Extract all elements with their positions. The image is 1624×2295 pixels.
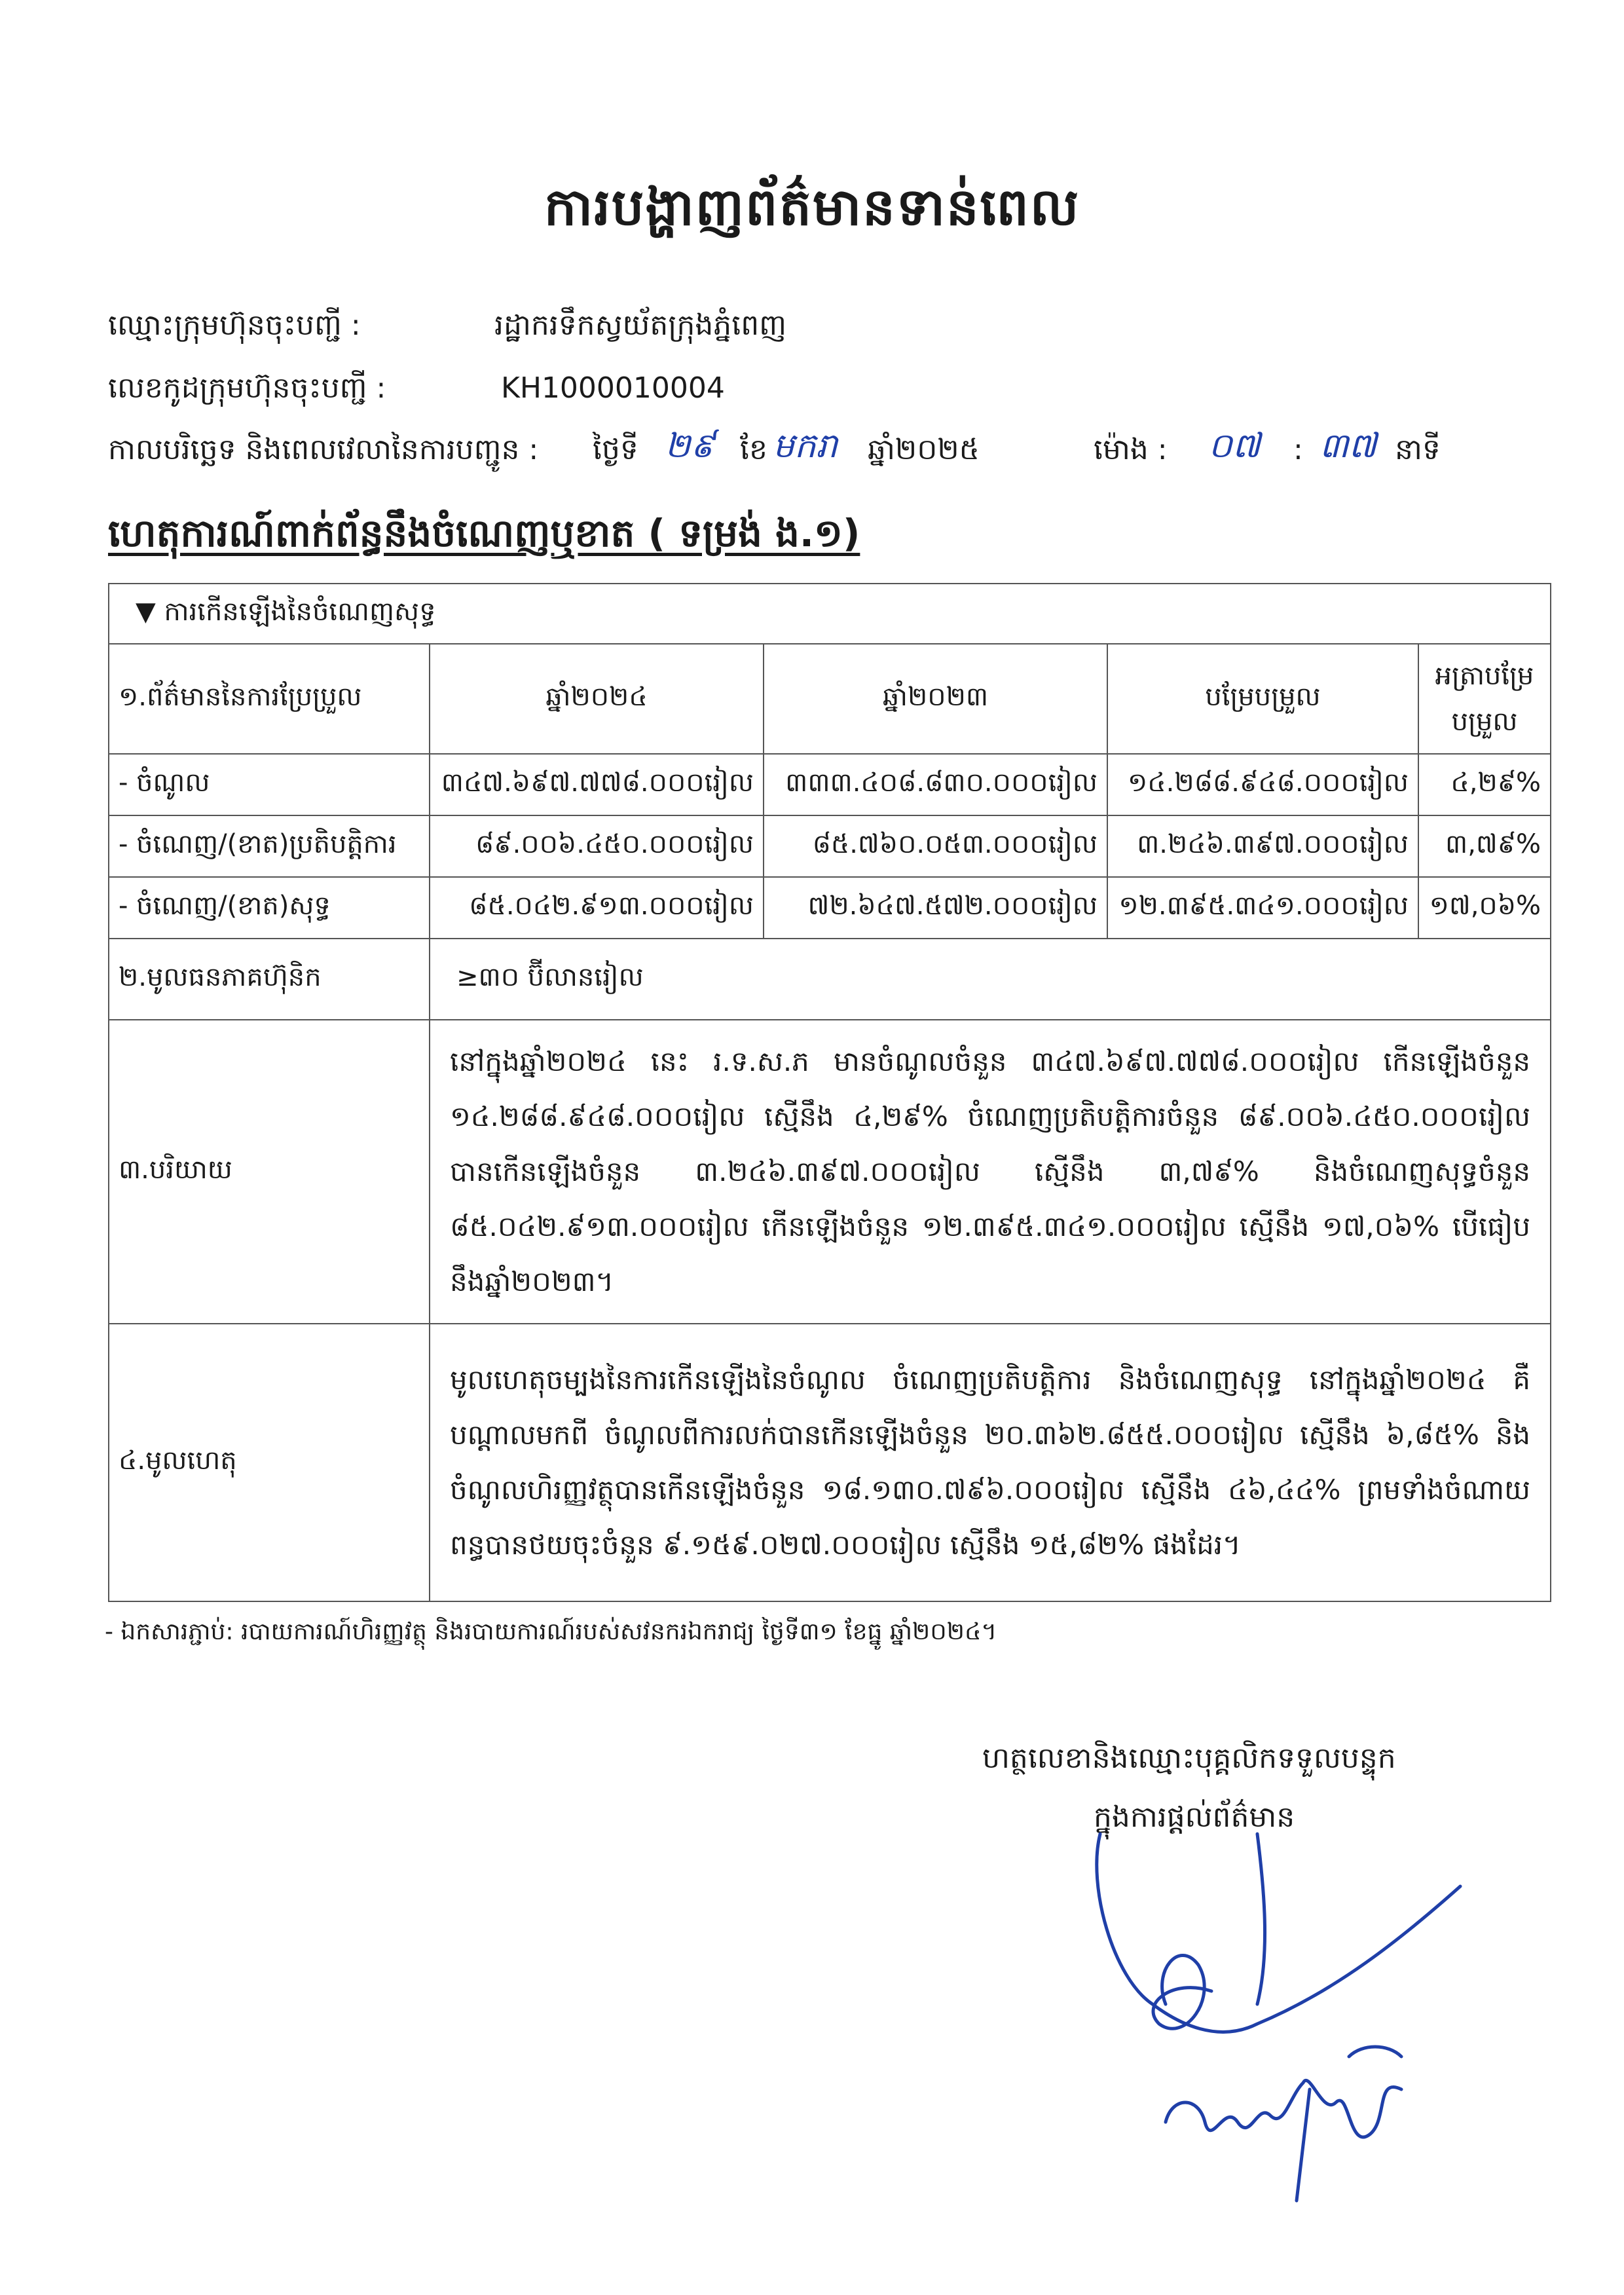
- company-name-value: រដ្ឋាករទឹកស្វយ័តក្រុងភ្នំពេញ: [494, 308, 787, 342]
- value-change: ១៤.២៨៨.៩៤៨.០០០រៀល: [1107, 754, 1418, 815]
- value-2023: ៣៣៣.៤០៨.៨៣០.០០០រៀល: [764, 754, 1107, 815]
- section-heading: ហេតុការណ៍ពាក់ព័ន្ធនឹងចំណេញឬខាត ( ទម្រង់ ង.១): [108, 511, 860, 555]
- table-row: [109, 815, 1551, 877]
- explanation-text: នៅក្នុងឆ្នាំ២០២៤ នេះ រ.ទ.ស.ភ មានចំណូលចំនួន ៣៤៧.៦៩៧.៧៧៨.០០០រៀល កើនឡើងចំនួន ១៤.២៨៨.៩៤៨.០០០រៀល ស្មើនឹង ៤,២៩% ចំណេញប្រតិបត្តិការចំនួន ៨៩.០០៦.៤៥០.០០០រៀល បានកើនឡើងចំនួន ៣.២៤៦.៣៩៧.០០០រៀល ស្មើនឹង ៣,៧៩% និងចំណេញសុទ្ធចំនួន ៨៥.០៤២.៩១៣.០០០រៀល កើនឡើងចំនួន ១២.៣៩៥.៣៤១.០០០រៀល ស្មើនឹង ១៧,០៦% បើធៀបនឹងឆ្នាំ២០២៣។: [430, 1020, 1551, 1324]
- day-prefix: ថ្ងៃទី: [593, 433, 638, 466]
- header-change: បម្រែបម្រួល: [1107, 644, 1418, 754]
- minute-value: ៣៧: [1320, 426, 1377, 466]
- company-code-label: លេខកូដក្រុមហ៊ុនចុះបញ្ជី :: [108, 371, 386, 405]
- minute-suffix: នាទី: [1395, 433, 1441, 466]
- row-label: - ចំណូល: [109, 754, 430, 815]
- row-label: - ចំណេញ/(ខាត)សុទ្ធ: [109, 877, 430, 939]
- header-info: ១.ព័ត៌មាននៃការប្រែប្រួល: [109, 644, 430, 754]
- explanation-label: ៣.បរិយាយ: [109, 1020, 430, 1324]
- profit-loss-table: [108, 583, 1551, 1602]
- reason-row: [109, 1324, 1551, 1601]
- group-header-row: [109, 584, 1551, 644]
- value-change: ១២.៣៩៥.៣៤១.០០០រៀល: [1107, 877, 1418, 939]
- header-2024: ឆ្នាំ២០២៤: [430, 644, 764, 754]
- row-label: - ចំណេញ/(ខាត)ប្រតិបត្តិការ: [109, 815, 430, 877]
- reason-text: មូលហេតុចម្បងនៃការកើនឡើងនៃចំណូល ចំណេញប្រតិបត្តិការ និងចំណេញសុទ្ធ នៅក្នុងឆ្នាំ២០២៤ គឺបណ្តាលមកពី ចំណូលពីការលក់បានកើនឡើងចំនួន ២០.៣៦២.៨៥៥.០០០រៀល ស្មើនឹង ៦,៨៥% និងចំណូលហិរញ្ញវត្ថុបានកើនឡើងចំនួន ១៨.១៣០.៧៩៦.០០០រៀល ស្មើនឹង ៤៦,៤៤% ព្រមទាំងចំណាយពន្ធបានថយចុះចំនួន ៩.១៥៩.០២៧.០០០រៀល ស្មើនឹង ១៥,៨២% ផងដែរ។: [430, 1324, 1551, 1601]
- handwritten-signature: [1061, 1808, 1493, 2227]
- table-header-row: [109, 644, 1551, 754]
- submission-date-label: កាលបរិច្ឆេទ និងពេលវេលានៃការបញ្ជូន :: [108, 433, 539, 466]
- year-text: ឆ្នាំ២០២៥: [868, 433, 980, 466]
- group-header: ▼ ការកើនឡើងនៃចំណេញសុទ្ធ: [109, 584, 1551, 644]
- value-2023: ៧២.៦៤៧.៥៧២.០០០រៀល: [764, 877, 1107, 939]
- company-name-label: ឈ្មោះក្រុមហ៊ុនចុះបញ្ជី :: [108, 308, 361, 342]
- time-colon: :: [1293, 433, 1303, 466]
- value-rate: ៣,៧៩%: [1418, 815, 1551, 877]
- value-2024: ៨៩.០០៦.៤៥០.០០០រៀល: [430, 815, 764, 877]
- signature-caption-line2: ក្នុងការផ្តល់ព័ត៌មាន: [1094, 1801, 1295, 1834]
- value-change: ៣.២៤៦.៣៩៧.០០០រៀល: [1107, 815, 1418, 877]
- header-2023: ឆ្នាំ២០២៣: [764, 644, 1107, 754]
- company-code-value: KH1000010004: [501, 371, 725, 405]
- day-value: ២៩: [665, 426, 715, 466]
- reason-label: ៤.មូលហេតុ: [109, 1324, 430, 1601]
- value-rate: ១៧,០៦%: [1418, 877, 1551, 939]
- page-title: ការបង្ហាញព័ត៌មានទាន់ពេល: [544, 178, 1080, 237]
- value-2023: ៨៥.៧៦០.០៥៣.០០០រៀល: [764, 815, 1107, 877]
- attachment-footnote: - ឯកសារភ្ជាប់: របាយការណ៍ហិរញ្ញវត្ថុ និងរបាយការណ៍របស់សវនករឯករាជ្យ ថ្ងៃទី៣១ ខែធ្នូ ឆ្នាំ២០២៤។: [105, 1618, 997, 1645]
- value-2024: ៨៥.០៤២.៩១៣.០០០រៀល: [430, 877, 764, 939]
- month-value: មករា: [773, 426, 838, 466]
- table-row: [109, 877, 1551, 939]
- value-rate: ៤,២៩%: [1418, 754, 1551, 815]
- time-label: ម៉ោង :: [1094, 433, 1168, 466]
- explanation-row: [109, 1020, 1551, 1324]
- capital-row: [109, 939, 1551, 1020]
- month-prefix: ខែ: [740, 433, 767, 466]
- value-2024: ៣៤៧.៦៩៧.៧៧៨.០០០រៀល: [430, 754, 764, 815]
- capital-value: ≥៣០ ប៊ីលានរៀល: [430, 939, 1551, 1020]
- hour-value: ០៧: [1208, 426, 1261, 466]
- signature-caption-line1: ហត្ថលេខានិងឈ្មោះបុគ្គលិកទទួលបន្ទុក: [982, 1742, 1396, 1775]
- capital-label: ២.មូលធនភាគហ៊ុនិក: [109, 939, 430, 1020]
- header-rate: អត្រាបម្រែបម្រួល: [1418, 644, 1551, 754]
- table-row: [109, 754, 1551, 815]
